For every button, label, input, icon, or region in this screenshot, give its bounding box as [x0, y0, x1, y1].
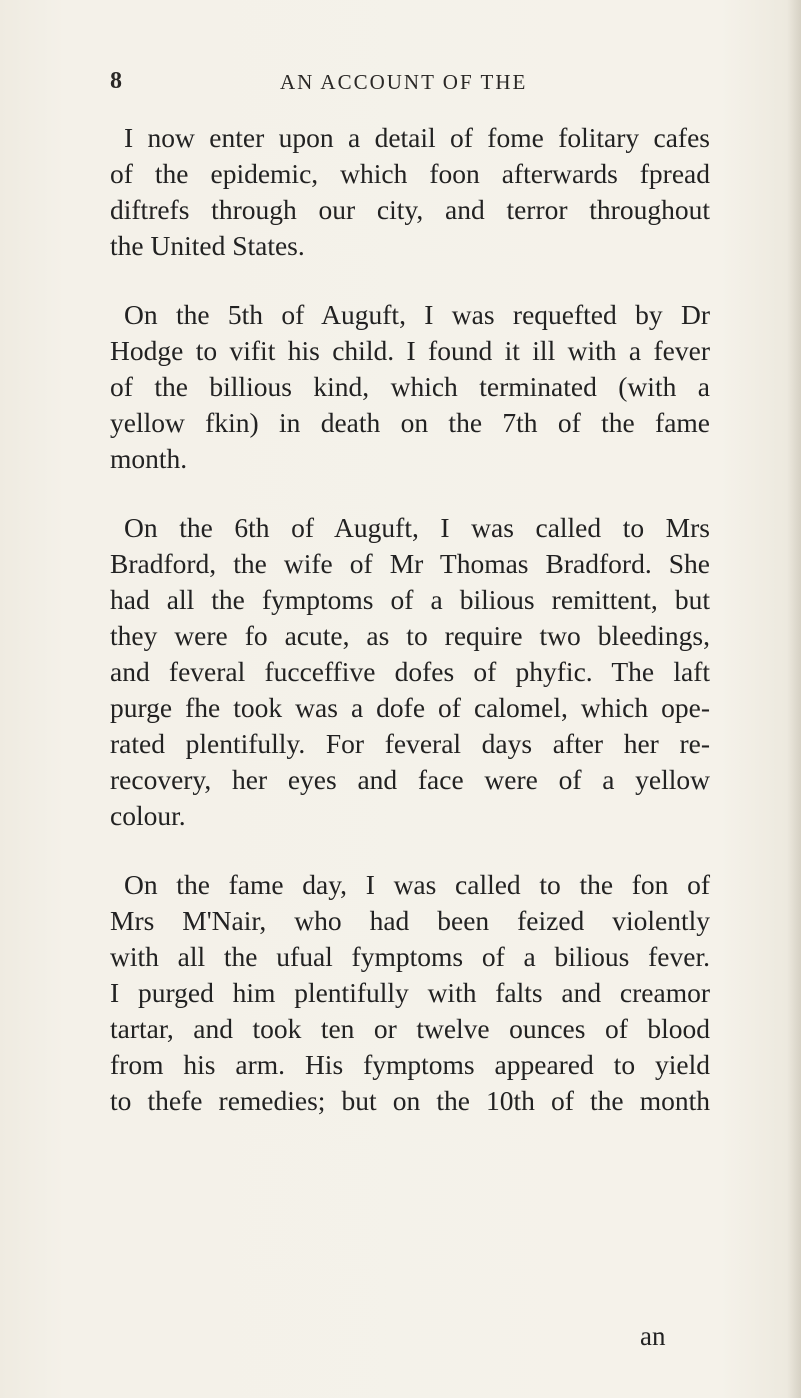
- text-line: Hodge to vifit his child. I found it ill with a fever: [110, 335, 710, 366]
- text-line: the United States.: [110, 230, 305, 261]
- text-line: Bradford, the wife of Mr Thomas Bradford. She: [110, 548, 710, 579]
- text-line: month.: [110, 443, 188, 474]
- paragraph-3: [110, 510, 710, 834]
- paragraph-4: [110, 867, 710, 1119]
- page-number: 8: [110, 68, 124, 94]
- paragraph-2: [110, 297, 710, 477]
- text-line: and feveral fucceffive dofes of phyfic. The laft: [110, 656, 710, 687]
- text-line: colour.: [110, 800, 186, 831]
- text-line: purge fhe took was a dofe of calomel, which ope-: [110, 692, 710, 723]
- page-edge-shadow: [787, 0, 801, 1398]
- text-line: of the epidemic, which foon afterwards fpread: [110, 158, 710, 189]
- text-line: yellow fkin) in death on the 7th of the fame: [110, 407, 710, 438]
- catchword: an: [640, 1321, 666, 1351]
- page-header: [110, 68, 580, 102]
- paragraph-1: [110, 120, 710, 264]
- running-head: AN ACCOUNT OF THE: [280, 70, 528, 94]
- text-line: recovery, her eyes and face were of a yellow: [110, 764, 710, 795]
- text-line: Mrs M'Nair, who had been feized violently: [110, 905, 710, 936]
- text-line: to thefe remedies; but on the 10th of the month: [110, 1085, 710, 1116]
- body-text: [110, 120, 710, 1152]
- text-line: On the 5th of Auguft, I was requefted by Dr: [124, 299, 710, 330]
- text-line: On the 6th of Auguft, I was called to Mrs: [124, 512, 710, 543]
- text-line: rated plentifully. For feveral days after her re-: [110, 728, 710, 759]
- text-line: tartar, and took ten or twelve ounces of blood: [110, 1013, 710, 1044]
- text-line: I purged him plentifully with falts and creamor: [110, 977, 710, 1008]
- text-line: I now enter upon a detail of fome folitary cafes: [124, 122, 710, 153]
- text-line: diftrefs through our city, and terror throughout: [110, 194, 710, 225]
- text-line: of the billious kind, which terminated (with a: [110, 371, 710, 402]
- text-line: On the fame day, I was called to the fon of: [124, 869, 710, 900]
- text-line: with all the ufual fymptoms of a bilious fever.: [110, 941, 710, 972]
- text-line: had all the fymptoms of a bilious remittent, but: [110, 584, 710, 615]
- text-line: from his arm. His fymptoms appeared to yield: [110, 1049, 710, 1080]
- text-line: they were fo acute, as to require two bleedings,: [110, 620, 710, 651]
